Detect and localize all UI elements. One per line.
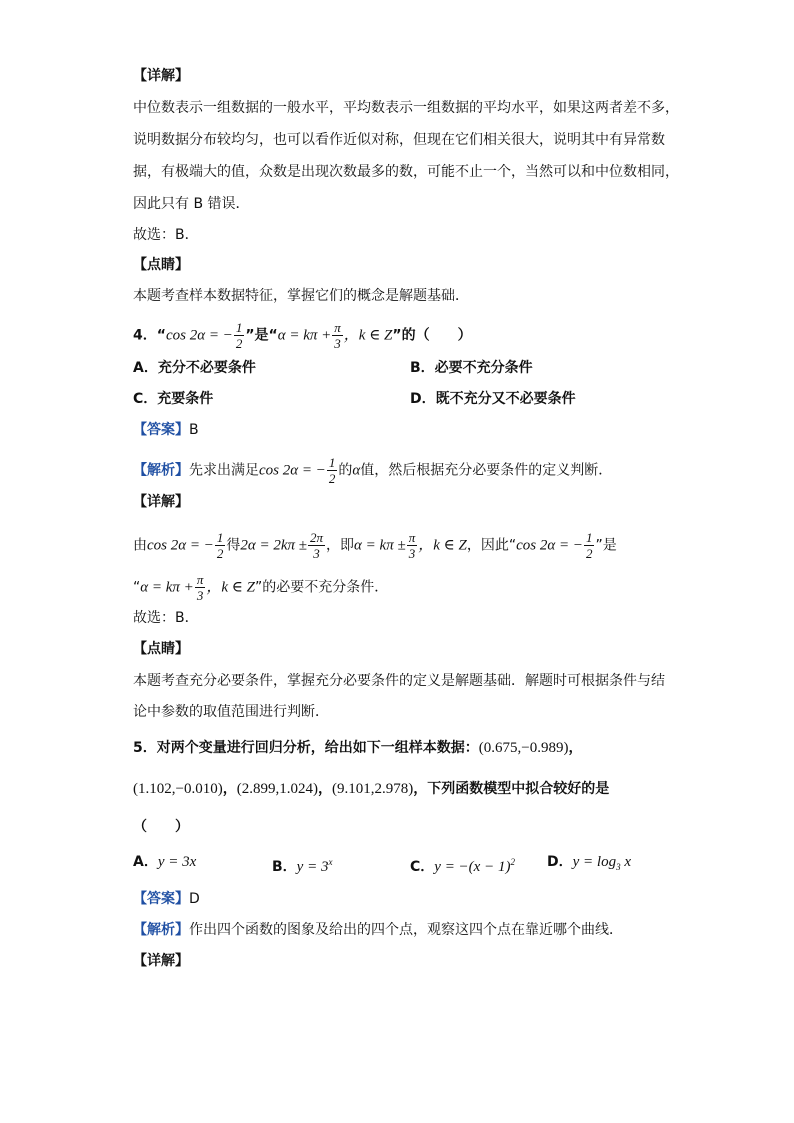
question-number: 4．	[133, 327, 157, 344]
punctuation: ，	[317, 781, 332, 797]
fraction-one-half: $\frac{1}{2}$	[585, 530, 593, 561]
option-label: D．	[547, 854, 573, 870]
option-formula: $y = -(x - 1)^2$	[434, 857, 515, 875]
sample-point: (2.899,1.024)	[236, 781, 318, 797]
detail-text: ，即	[326, 537, 355, 554]
answer-value: B	[189, 422, 199, 438]
detail-text: 得	[226, 537, 241, 554]
detail-text: 由	[133, 537, 147, 554]
option-a: A．充分不必要条件	[133, 360, 256, 376]
math-alpha: α	[352, 462, 361, 479]
option-formula: $y = 3^x$	[296, 857, 333, 875]
q5-option-a	[133, 853, 196, 871]
dianjing-text: 本题考查充分必要条件，掌握充分必要条件的定义是解题基础．解题时可根据条件与结	[133, 673, 665, 689]
math-expression: cos 2α = −	[147, 537, 214, 554]
paragraph-line: 据，有极端大的值，众数是出现次数最多的数，可能不止一个，当然可以和中位数相同，	[133, 164, 679, 180]
math-expression: 2α = 2kπ ±	[240, 537, 308, 554]
math-expression: cos 2α = −	[516, 537, 583, 554]
answer-choice-text: 故选：B．	[133, 610, 199, 626]
section-heading-dianjing: 【点睛】	[133, 257, 189, 273]
fraction-pi-over-3: $\frac{\pi}{3}$	[408, 530, 416, 561]
option-formula: y = 3x	[157, 854, 197, 870]
option-d: D．既不充分又不必要条件	[410, 391, 576, 407]
analysis-text: 作出四个函数的图象及给出的四个点，观察这四个点在靠近哪个曲线．	[189, 922, 623, 938]
section-heading-dianjing: 【点睛】	[133, 641, 189, 657]
math-expression: ，k ∈ Z	[343, 327, 393, 344]
sample-point: (1.102,−0.010)	[133, 781, 223, 797]
detail-text: ，因此“	[466, 537, 517, 554]
fraction-one-half: $\frac{1}{2}$	[235, 320, 243, 351]
analysis-text: 先求出满足	[189, 462, 259, 479]
option-c: C．充要条件	[133, 391, 214, 407]
fraction-2pi-over-3: $\frac{2\pi}{3}$	[310, 530, 324, 561]
math-expression: ，k ∈ Z	[418, 537, 467, 554]
q5-option-d	[547, 853, 631, 876]
question-5-paren: （ ）	[133, 819, 189, 835]
fraction-one-half: $\frac{1}{2}$	[216, 530, 224, 561]
detail-line-1	[133, 530, 617, 561]
fraction-one-half: $\frac{1}{2}$	[328, 455, 336, 486]
question-5-stem-line-1	[133, 739, 582, 757]
detail-text: “	[133, 579, 141, 596]
option-label: B．	[272, 859, 297, 875]
quote-mark: “	[156, 327, 166, 344]
dianjing-text: 本题考查样本数据特征，掌握它们的概念是解题基础．	[133, 288, 469, 304]
answer-line	[133, 421, 199, 439]
analysis-line	[133, 921, 623, 939]
answer-label: 【答案】	[133, 422, 189, 438]
math-expression: α = kπ +	[277, 327, 332, 344]
math-expression: cos 2α = −	[165, 327, 233, 344]
analysis-text: 的	[338, 462, 353, 479]
analysis-line	[133, 455, 612, 486]
option-label: A．	[133, 854, 158, 870]
analysis-label: 【解析】	[133, 462, 189, 479]
paragraph-line: 说明数据分布较均匀，也可以看作近似对称，但现在它们相关很大，说明其中有异常数	[133, 132, 665, 148]
sample-point: (9.101,2.978)	[331, 781, 414, 797]
punctuation: ，	[568, 740, 583, 756]
analysis-label: 【解析】	[133, 922, 189, 938]
paragraph-line: 因此只有 B 错误．	[133, 196, 250, 212]
sample-point: (0.675,−0.989)	[478, 740, 569, 756]
fraction-pi-over-3: $\frac{\pi}{3}$	[196, 572, 204, 603]
paragraph-line: 中位数表示一组数据的一般水平，平均数表示一组数据的平均水平，如果这两者差不多，	[133, 100, 679, 116]
question-4-stem	[133, 320, 472, 351]
section-heading-xiangjie: 【详解】	[133, 68, 189, 84]
math-expression: α = kπ +	[140, 579, 194, 596]
dianjing-text: 论中参数的取值范围进行判断．	[133, 704, 329, 720]
question-text: 5．对两个变量进行回归分析，给出如下一组样本数据：	[133, 740, 479, 756]
detail-text: ”是	[595, 537, 617, 554]
option-formula: $y = \log_3 x$	[572, 854, 631, 872]
detail-text: ”的必要不充分条件．	[254, 579, 389, 596]
punctuation: ，	[222, 781, 237, 797]
math-expression: α = kπ ±	[354, 537, 406, 554]
section-heading-xiangjie: 【详解】	[133, 494, 189, 510]
option-b: B．必要不充分条件	[410, 360, 533, 376]
option-label: C．	[410, 859, 435, 875]
answer-label: 【答案】	[133, 891, 189, 907]
math-expression: ，k ∈ Z	[206, 579, 255, 596]
section-heading-xiangjie: 【详解】	[133, 953, 189, 969]
question-text: ，下列函数模型中拟合较好的是	[413, 781, 610, 797]
q5-option-b	[272, 853, 332, 876]
detail-line-2	[133, 572, 388, 603]
analysis-text: 值，然后根据充分必要条件的定义判断．	[360, 462, 613, 479]
question-5-stem-line-2	[133, 780, 609, 798]
question-tail: ”的（ ）	[392, 327, 472, 344]
fraction-pi-over-3: $\frac{\pi}{3}$	[334, 320, 341, 351]
answer-choice-text: 故选：B．	[133, 227, 199, 243]
question-connector: ”是“	[245, 327, 278, 344]
math-expression: cos 2α = −	[259, 462, 326, 479]
answer-line	[133, 890, 200, 908]
answer-value: D	[189, 891, 200, 907]
q5-option-c	[410, 853, 515, 876]
